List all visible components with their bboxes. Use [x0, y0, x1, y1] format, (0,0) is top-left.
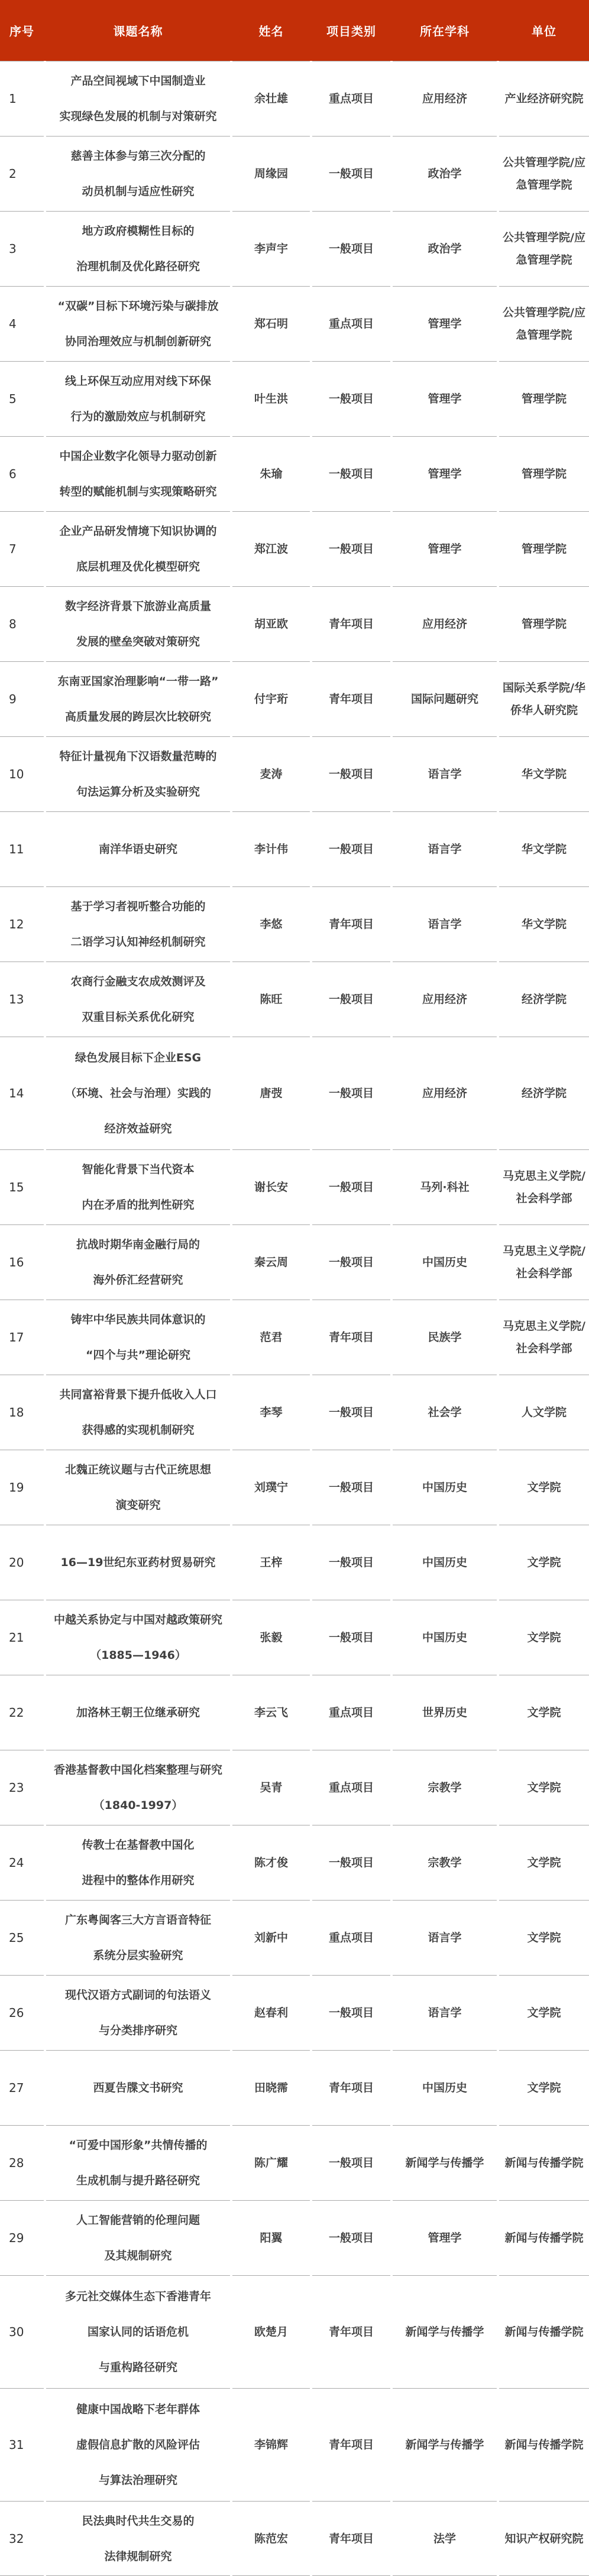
header-project-type: 项目类别 [326, 24, 376, 38]
unit: 马克思主义学院/社会科学部 [499, 1149, 589, 1224]
unit: 华文学院 [499, 811, 589, 886]
row-serial: 4 [0, 286, 44, 361]
discipline: 国际问题研究 [393, 661, 497, 736]
row-serial: 29 [0, 2200, 44, 2275]
unit: 新闻与传播学院 [499, 2200, 589, 2275]
project-title-line: 慈善主体参与第三次分配的 [70, 150, 206, 163]
project-title [46, 2388, 230, 2501]
table-row [0, 736, 589, 811]
unit: 文学院 [499, 1825, 589, 1900]
project-title [46, 1525, 230, 1600]
leader-name: 郑江波 [232, 511, 310, 586]
table-row [0, 1900, 589, 1975]
project-title-line: 人工智能营销的伦理问题 [76, 2214, 200, 2227]
table-row [0, 1975, 589, 2050]
project-title-line: 抗战时期华南金融行局的 [76, 1238, 200, 1251]
discipline: 管理学 [393, 511, 497, 586]
unit: 文学院 [499, 1675, 589, 1750]
unit: 文学院 [499, 1750, 589, 1825]
discipline: 法学 [393, 2501, 497, 2576]
leader-name: 陈广耀 [232, 2125, 310, 2200]
row-serial: 24 [0, 1825, 44, 1900]
unit: 华文学院 [499, 886, 589, 961]
project-title-line: “双碳”目标下环境污染与碳排放 [57, 300, 219, 313]
project-title-line: 绿色发展目标下企业ESG [75, 1051, 202, 1064]
unit: 产业经济研究院 [499, 61, 589, 136]
row-serial: 25 [0, 1900, 44, 1975]
leader-name: 赵春利 [232, 1975, 310, 2050]
table-row [0, 1300, 589, 1375]
table-row [0, 211, 589, 286]
row-serial: 9 [0, 661, 44, 736]
unit: 文学院 [499, 2050, 589, 2125]
project-type: 青年项目 [312, 886, 390, 961]
project-title [46, 1600, 230, 1675]
discipline: 马列·科社 [393, 1149, 497, 1224]
project-type: 青年项目 [312, 661, 390, 736]
project-title-line: 特征计量视角下汉语数量范畴的 [59, 750, 217, 763]
project-title-line: 及其规制研究 [104, 2249, 172, 2262]
project-type: 重点项目 [312, 1900, 390, 1975]
row-serial: 8 [0, 586, 44, 661]
project-type: 重点项目 [312, 61, 390, 136]
leader-name: 麦涛 [232, 736, 310, 811]
unit: 马克思主义学院/社会科学部 [499, 1300, 589, 1375]
project-title-line: 双重目标关系优化研究 [82, 1011, 195, 1024]
table-row [0, 2388, 589, 2501]
project-title [46, 1037, 230, 1149]
project-title [46, 211, 230, 286]
table-row [0, 661, 589, 736]
table-row [0, 1450, 589, 1525]
row-serial: 11 [0, 811, 44, 886]
leader-name: 李声宇 [232, 211, 310, 286]
table-row [0, 886, 589, 961]
project-type: 一般项目 [312, 736, 390, 811]
project-type: 一般项目 [312, 436, 390, 511]
row-serial: 6 [0, 436, 44, 511]
row-serial: 13 [0, 961, 44, 1037]
discipline: 新闻学与传播学 [393, 2388, 497, 2501]
project-title-line: （环境、社会与治理）实践的 [64, 1087, 211, 1100]
project-type: 一般项目 [312, 1224, 390, 1300]
leader-name: 李计伟 [232, 811, 310, 886]
project-title [46, 2501, 230, 2576]
discipline: 应用经济 [393, 961, 497, 1037]
table-row [0, 1149, 589, 1224]
project-title [46, 736, 230, 811]
project-title [46, 2275, 230, 2388]
header-unit: 单位 [532, 24, 556, 38]
row-serial: 19 [0, 1450, 44, 1525]
discipline: 中国历史 [393, 1450, 497, 1525]
unit: 管理学院 [499, 586, 589, 661]
row-serial: 15 [0, 1149, 44, 1224]
project-title-line: 二语学习认知神经机制研究 [70, 935, 206, 948]
discipline: 中国历史 [393, 2050, 497, 2125]
header-leader-name: 姓名 [258, 24, 284, 38]
leader-name: 余壮雄 [232, 61, 310, 136]
project-title-line: 内在矛盾的批判性研究 [82, 1198, 195, 1211]
leader-name: 李悠 [232, 886, 310, 961]
unit: 国际关系学院/华侨华人研究院 [499, 661, 589, 736]
project-title [46, 286, 230, 361]
project-type: 重点项目 [312, 1750, 390, 1825]
leader-name: 王梓 [232, 1525, 310, 1600]
table-row [0, 436, 589, 511]
discipline: 语言学 [393, 736, 497, 811]
project-type: 青年项目 [312, 586, 390, 661]
project-type: 一般项目 [312, 136, 390, 211]
row-serial: 1 [0, 61, 44, 136]
row-serial: 16 [0, 1224, 44, 1300]
leader-name: 刘璞宁 [232, 1450, 310, 1525]
leader-name: 秦云周 [232, 1224, 310, 1300]
project-title-line: 与算法治理研究 [98, 2474, 177, 2487]
project-type: 青年项目 [312, 2050, 390, 2125]
project-title-line: 产品空间视域下中国制造业 [70, 74, 206, 87]
project-type: 一般项目 [312, 1525, 390, 1600]
row-serial: 26 [0, 1975, 44, 2050]
project-title-line: 西夏告牒文书研究 [93, 2081, 183, 2094]
project-title-line: 农商行金融支农成效测评及 [70, 975, 206, 988]
discipline: 应用经济 [393, 586, 497, 661]
unit: 知识产权研究院 [499, 2501, 589, 2576]
project-title [46, 1750, 230, 1825]
unit: 文学院 [499, 1900, 589, 1975]
project-title-line: 法律规制研究 [104, 2549, 172, 2563]
project-title-line: 16—19世纪东亚药材贸易研究 [60, 1556, 216, 1569]
project-title-line: “可爱中国形象”共情传播的 [69, 2139, 208, 2152]
row-serial: 22 [0, 1675, 44, 1750]
leader-name: 唐弢 [232, 1037, 310, 1149]
leader-name: 朱瑜 [232, 436, 310, 511]
project-type: 重点项目 [312, 1675, 390, 1750]
project-type: 一般项目 [312, 2125, 390, 2200]
project-title [46, 2125, 230, 2200]
unit: 管理学院 [499, 361, 589, 436]
project-title-line: 演变研究 [115, 1499, 161, 1512]
table-row [0, 2275, 589, 2388]
project-title-line: 生成机制与提升路径研究 [76, 2174, 200, 2187]
project-title-line: 行为的激励效应与机制研究 [70, 410, 206, 423]
unit: 经济学院 [499, 1037, 589, 1149]
discipline: 政治学 [393, 211, 497, 286]
project-title [46, 136, 230, 211]
table-row [0, 2200, 589, 2275]
project-title-line: 共同富裕背景下提升低收入人口 [59, 1388, 217, 1401]
leader-name: 刘新中 [232, 1900, 310, 1975]
discipline: 政治学 [393, 136, 497, 211]
unit: 公共管理学院/应急管理学院 [499, 136, 589, 211]
table-row [0, 961, 589, 1037]
table-row [0, 136, 589, 211]
project-title-line: 实现绿色发展的机制与对策研究 [59, 110, 217, 123]
project-title-line: 经济效益研究 [104, 1122, 172, 1135]
project-title-line: 系统分层实验研究 [93, 1949, 183, 1962]
discipline: 语言学 [393, 1975, 497, 2050]
project-title-line: 与分类排序研究 [98, 2024, 177, 2037]
project-title-line: 加洛林王朝王位继承研究 [76, 1706, 200, 1719]
row-serial: 5 [0, 361, 44, 436]
table-row [0, 1825, 589, 1900]
leader-name: 谢长安 [232, 1149, 310, 1224]
project-title [46, 811, 230, 886]
project-title [46, 1900, 230, 1975]
leader-name: 范君 [232, 1300, 310, 1375]
project-type: 一般项目 [312, 1037, 390, 1149]
row-serial: 12 [0, 886, 44, 961]
project-title-line: 治理机制及优化路径研究 [76, 260, 200, 273]
discipline: 管理学 [393, 436, 497, 511]
project-title [46, 436, 230, 511]
project-title-line: 进程中的整体作用研究 [82, 1874, 195, 1887]
table-row [0, 1525, 589, 1600]
unit: 管理学院 [499, 436, 589, 511]
table-row [0, 361, 589, 436]
project-title-line: 东南亚国家治理影响“一带一路” [57, 675, 219, 688]
project-type: 一般项目 [312, 211, 390, 286]
discipline: 民族学 [393, 1300, 497, 1375]
project-title-line: 数字经济背景下旅游业高质量 [64, 600, 211, 613]
row-serial: 3 [0, 211, 44, 286]
table-row [0, 286, 589, 361]
leader-name: 李云飞 [232, 1675, 310, 1750]
discipline: 语言学 [393, 1900, 497, 1975]
table-row [0, 586, 589, 661]
header-serial: 序号 [9, 24, 34, 38]
row-serial: 31 [0, 2388, 44, 2501]
unit: 新闻与传播学院 [499, 2275, 589, 2388]
table-header [0, 0, 589, 61]
project-type: 一般项目 [312, 1825, 390, 1900]
leader-name: 胡亚欧 [232, 586, 310, 661]
project-title-line: 智能化背景下当代资本 [82, 1163, 195, 1176]
table-row [0, 511, 589, 586]
table-row [0, 1600, 589, 1675]
project-title [46, 961, 230, 1037]
project-title-line: 线上环保互动应用对线下环保 [64, 375, 211, 388]
project-title-line: 海外侨汇经营研究 [93, 1274, 183, 1287]
leader-name: 李琴 [232, 1375, 310, 1450]
project-title-line: 中国企业数字化领导力驱动创新 [59, 450, 217, 463]
leader-name: 阳翼 [232, 2200, 310, 2275]
unit: 新闻与传播学院 [499, 2388, 589, 2501]
project-title-line: 动员机制与适应性研究 [82, 185, 195, 198]
discipline: 中国历史 [393, 1224, 497, 1300]
leader-name: 吴青 [232, 1750, 310, 1825]
discipline: 社会学 [393, 1375, 497, 1450]
leader-name: 李锦辉 [232, 2388, 310, 2501]
unit: 文学院 [499, 1450, 589, 1525]
table-row [0, 2125, 589, 2200]
project-title [46, 2200, 230, 2275]
project-title-line: 获得感的实现机制研究 [82, 1424, 195, 1437]
row-serial: 28 [0, 2125, 44, 2200]
project-title [46, 586, 230, 661]
row-serial: 14 [0, 1037, 44, 1149]
row-serial: 32 [0, 2501, 44, 2576]
row-serial: 2 [0, 136, 44, 211]
project-title-line: 香港基督教中国化档案整理与研究 [53, 1763, 222, 1776]
leader-name: 陈范宏 [232, 2501, 310, 2576]
project-title-line: 转型的赋能机制与实现策略研究 [59, 485, 217, 498]
header-project-title: 课题名称 [113, 24, 163, 38]
row-serial: 10 [0, 736, 44, 811]
unit: 文学院 [499, 1975, 589, 2050]
discipline: 管理学 [393, 2200, 497, 2275]
project-title-line: 句法运算分析及实验研究 [76, 785, 200, 798]
discipline: 中国历史 [393, 1600, 497, 1675]
discipline: 管理学 [393, 286, 497, 361]
table-row [0, 1037, 589, 1149]
project-title [46, 1224, 230, 1300]
project-title-line: （1840-1997） [93, 1799, 183, 1812]
discipline: 管理学 [393, 361, 497, 436]
project-title [46, 511, 230, 586]
row-serial: 18 [0, 1375, 44, 1450]
project-title [46, 2050, 230, 2125]
project-title-line: 国家认同的话语危机 [87, 2325, 189, 2338]
project-type: 一般项目 [312, 1450, 390, 1525]
project-title [46, 1825, 230, 1900]
project-type: 一般项目 [312, 1600, 390, 1675]
project-type: 一般项目 [312, 361, 390, 436]
project-title-line: 企业产品研发情境下知识协调的 [59, 525, 217, 538]
discipline: 新闻学与传播学 [393, 2275, 497, 2388]
discipline: 语言学 [393, 886, 497, 961]
table-row [0, 1675, 589, 1750]
table-row [0, 1224, 589, 1300]
discipline: 中国历史 [393, 1525, 497, 1600]
leader-name: 张毅 [232, 1600, 310, 1675]
table-row [0, 61, 589, 136]
leader-name: 付宇珩 [232, 661, 310, 736]
discipline: 语言学 [393, 811, 497, 886]
project-title-line: 南洋华语史研究 [98, 843, 177, 856]
unit: 管理学院 [499, 511, 589, 586]
project-type: 一般项目 [312, 961, 390, 1037]
unit: 经济学院 [499, 961, 589, 1037]
project-title-line: 民法典时代共生交易的 [82, 2514, 195, 2528]
row-serial: 21 [0, 1600, 44, 1675]
leader-name: 周缘园 [232, 136, 310, 211]
project-type: 青年项目 [312, 1300, 390, 1375]
project-title-line: “四个与共”理论研究 [86, 1349, 190, 1362]
project-title-line: 广东粤闽客三大方言语音特征 [64, 1914, 211, 1927]
discipline: 新闻学与传播学 [393, 2125, 497, 2200]
project-title [46, 61, 230, 136]
row-serial: 17 [0, 1300, 44, 1375]
project-title [46, 886, 230, 961]
project-title-line: 虚假信息扩散的风险评估 [76, 2438, 200, 2451]
project-title-line: 与重构路径研究 [98, 2361, 177, 2374]
discipline: 应用经济 [393, 61, 497, 136]
table-row [0, 1375, 589, 1450]
unit: 华文学院 [499, 736, 589, 811]
project-type: 青年项目 [312, 2275, 390, 2388]
project-title-line: 中越关系协定与中国对越政策研究 [53, 1613, 222, 1626]
discipline: 宗教学 [393, 1825, 497, 1900]
project-type: 一般项目 [312, 1975, 390, 2050]
unit: 公共管理学院/应急管理学院 [499, 211, 589, 286]
project-title-line: 协同治理效应与机制创新研究 [64, 335, 211, 348]
project-title-line: （1885—1946） [90, 1649, 186, 1662]
leader-name: 陈才俊 [232, 1825, 310, 1900]
leader-name: 郑石明 [232, 286, 310, 361]
unit: 马克思主义学院/社会科学部 [499, 1224, 589, 1300]
row-serial: 7 [0, 511, 44, 586]
project-title [46, 361, 230, 436]
table-row [0, 2501, 589, 2576]
leader-name: 欧楚月 [232, 2275, 310, 2388]
unit: 人文学院 [499, 1375, 589, 1450]
leader-name: 叶生洪 [232, 361, 310, 436]
table-body [0, 61, 589, 2576]
project-title-line: 传教士在基督教中国化 [82, 1838, 195, 1851]
project-type: 一般项目 [312, 511, 390, 586]
project-title-line: 多元社交媒体生态下香港青年 [64, 2290, 211, 2303]
leader-name: 陈旺 [232, 961, 310, 1037]
project-title-line: 北魏正统议题与古代正统思想 [64, 1463, 211, 1476]
project-type: 一般项目 [312, 2200, 390, 2275]
project-title-line: 地方政府模糊性目标的 [82, 225, 195, 238]
discipline: 世界历史 [393, 1675, 497, 1750]
project-title-line: 高质量发展的跨层次比较研究 [64, 710, 211, 723]
project-type: 青年项目 [312, 2501, 390, 2576]
row-serial: 20 [0, 1525, 44, 1600]
project-title-line: 发展的壁垒突破对策研究 [76, 635, 200, 648]
project-title-line: 现代汉语方式副词的句法语义 [64, 1989, 211, 2002]
discipline: 宗教学 [393, 1750, 497, 1825]
project-title-line: 底层机理及优化模型研究 [76, 560, 200, 573]
header-discipline: 所在学科 [420, 24, 470, 38]
project-title [46, 1149, 230, 1224]
unit: 新闻与传播学院 [499, 2125, 589, 2200]
table-row [0, 811, 589, 886]
project-type: 一般项目 [312, 1149, 390, 1224]
row-serial: 27 [0, 2050, 44, 2125]
row-serial: 23 [0, 1750, 44, 1825]
project-type: 一般项目 [312, 811, 390, 886]
project-title [46, 1375, 230, 1450]
project-title [46, 1975, 230, 2050]
project-title [46, 661, 230, 736]
project-title [46, 1675, 230, 1750]
project-title-line: 健康中国战略下老年群体 [76, 2403, 200, 2416]
project-type: 重点项目 [312, 286, 390, 361]
project-type: 青年项目 [312, 2388, 390, 2501]
table-row [0, 2050, 589, 2125]
project-title-line: 基于学习者视听整合功能的 [70, 900, 206, 913]
leader-name: 田晓霈 [232, 2050, 310, 2125]
project-title [46, 1300, 230, 1375]
unit: 文学院 [499, 1600, 589, 1675]
table-row [0, 1750, 589, 1825]
project-title-line: 铸牢中华民族共同体意识的 [70, 1313, 206, 1326]
project-type: 一般项目 [312, 1375, 390, 1450]
unit: 文学院 [499, 1525, 589, 1600]
unit: 公共管理学院/应急管理学院 [499, 286, 589, 361]
row-serial: 30 [0, 2275, 44, 2388]
discipline: 应用经济 [393, 1037, 497, 1149]
project-title [46, 1450, 230, 1525]
